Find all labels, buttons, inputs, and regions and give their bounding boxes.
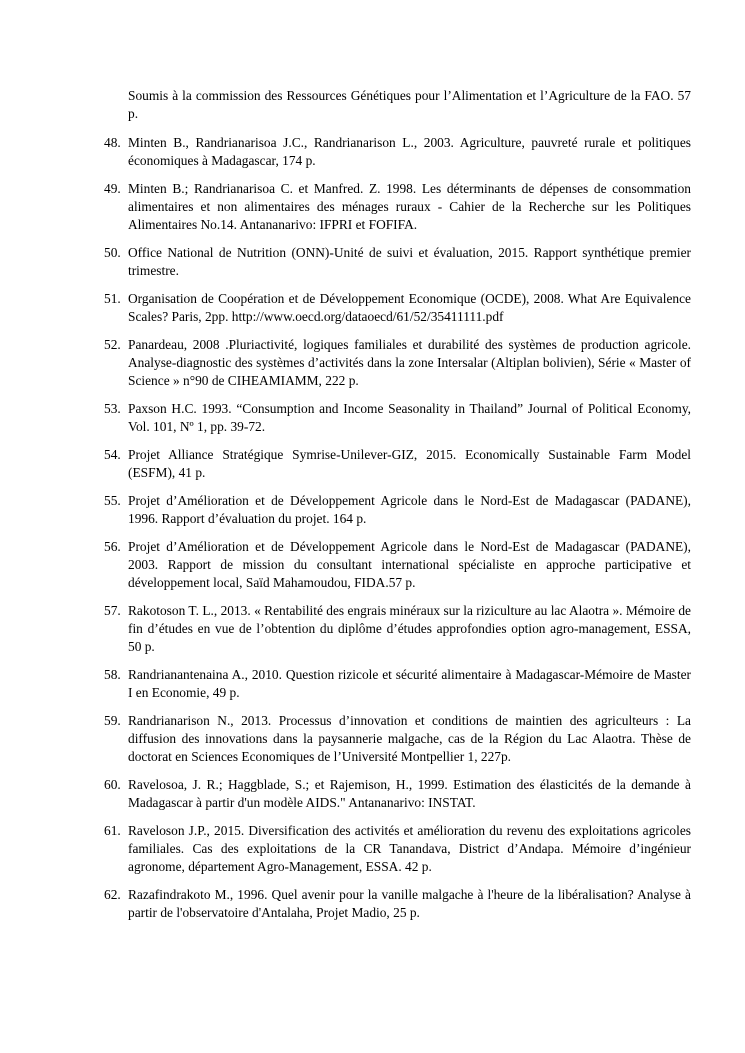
reference-number: 59.	[104, 713, 121, 728]
reference-text: Randrianantenaina A., 2010. Question rizicole et sécurité alimentaire à Madagascar-Mémoire de Master I en Economie, 49 p.	[128, 667, 691, 700]
reference-text: Organisation de Coopération et de Développement Economique (OCDE), 2008. What Are Equivalence Scales? Paris, 2pp. http://www.oecd.org/dataoecd/61/52/35411111.pdf	[128, 291, 691, 324]
reference-item-55	[104, 492, 691, 528]
reference-text: Panardeau, 2008 .Pluriactivité, logiques familiales et durabilité des systèmes de production agricole. Analyse-diagnostic des systèmes d’activités dans la zone Intersalar (Altiplan bolivien), Série « Master of Science » n°90 de CIHEAMIAMM, 222 p.	[128, 337, 691, 388]
reference-text: Projet d’Amélioration et de Développement Agricole dans le Nord-Est de Madagascar (PADANE), 2003. Rapport de mission du consultant international spécialiste en approche participative et développement local, Saïd Mahamoudou, FIDA.57 p.	[128, 539, 691, 590]
reference-item-52	[104, 336, 691, 390]
reference-number: 48.	[104, 135, 121, 150]
reference-number: 60.	[104, 777, 121, 792]
reference-continuation: Soumis à la commission des Ressources Génétiques pour l’Alimentation et l’Agriculture de la FAO. 57 p.	[128, 88, 691, 121]
reference-item-60	[104, 776, 691, 812]
reference-number: 56.	[104, 539, 121, 554]
reference-number: 49.	[104, 181, 121, 196]
reference-text: Randrianarison N., 2013. Processus d’innovation et conditions de maintien des agriculteurs : La diffusion des innovations dans la paysannerie malgache, cas de la Région du Lac Alaotra. Thèse de doctorat en Sciences Economiques de l’Université Montpellier 1, 227p.	[128, 713, 691, 764]
reference-text: Razafindrakoto M., 1996. Quel avenir pour la vanille malgache à l'heure de la libéralisation? Analyse à partir de l'observatoire d'Antalaha, Projet Madio, 25 p.	[128, 887, 691, 920]
reference-text: Minten B.; Randrianarisoa C. et Manfred. Z. 1998. Les déterminants de dépenses de consommation alimentaires et non alimentaires des ménages ruraux - Cahier de la Recherche sur les Politiques Alimentaires No.14. Antananarivo: IFPRI et FOFIFA.	[128, 181, 691, 232]
reference-item-53	[104, 400, 691, 436]
reference-item-54	[104, 446, 691, 482]
reference-number: 55.	[104, 493, 121, 508]
reference-number: 57.	[104, 603, 121, 618]
reference-number: 58.	[104, 667, 121, 682]
reference-text: Paxson H.C. 1993. “Consumption and Income Seasonality in Thailand” Journal of Political Economy, Vol. 101, Nº 1, pp. 39-72.	[128, 401, 691, 434]
reference-item-57	[104, 602, 691, 656]
reference-text: Raveloson J.P., 2015. Diversification des activités et amélioration du revenu des exploitations agricoles familiales. Cas des exploitations de la CR Tanandava, District d’Andapa. Mémoire d’ingénieur agronome, département Agro-Management, ESSA. 42 p.	[128, 823, 691, 874]
reference-text: Ravelosoa, J. R.; Haggblade, S.; et Rajemison, H., 1999. Estimation des élasticités de la demande à Madagascar à partir d'un modèle AIDS." Antananarivo: INSTAT.	[128, 777, 691, 810]
reference-item-48	[104, 134, 691, 170]
reference-text: Projet Alliance Stratégique Symrise-Unilever-GIZ, 2015. Economically Sustainable Farm Model (ESFM), 41 p.	[128, 447, 691, 480]
reference-item-56	[104, 538, 691, 592]
reference-item-50	[104, 244, 691, 280]
reference-item-49	[104, 180, 691, 234]
reference-list	[104, 87, 691, 932]
reference-text: Minten B., Randrianarisoa J.C., Randrianarison L., 2003. Agriculture, pauvreté rurale et politiques économiques à Madagascar, 174 p.	[128, 135, 691, 168]
reference-number: 62.	[104, 887, 121, 902]
reference-text: Projet d’Amélioration et de Développement Agricole dans le Nord-Est de Madagascar (PADANE), 1996. Rapport d’évaluation du projet. 164 p.	[128, 493, 691, 526]
reference-number: 54.	[104, 447, 121, 462]
reference-item-58	[104, 666, 691, 702]
reference-item-51	[104, 290, 691, 326]
reference-number: 53.	[104, 401, 121, 416]
reference-number: 52.	[104, 337, 121, 352]
reference-number: 50.	[104, 245, 121, 260]
reference-text: Office National de Nutrition (ONN)-Unité de suivi et évaluation, 2015. Rapport synthétique premier trimestre.	[128, 245, 691, 278]
reference-text: Rakotoson T. L., 2013. « Rentabilité des engrais minéraux sur la riziculture au lac Alaotra ». Mémoire de fin d’études en vue de l’obtention du diplôme d’études approfondies option agro-management, ESSA, 50 p.	[128, 603, 691, 654]
reference-number: 61.	[104, 823, 121, 838]
reference-number: 51.	[104, 291, 121, 306]
reference-item-62	[104, 886, 691, 922]
reference-item-59	[104, 712, 691, 766]
reference-item-61	[104, 822, 691, 876]
